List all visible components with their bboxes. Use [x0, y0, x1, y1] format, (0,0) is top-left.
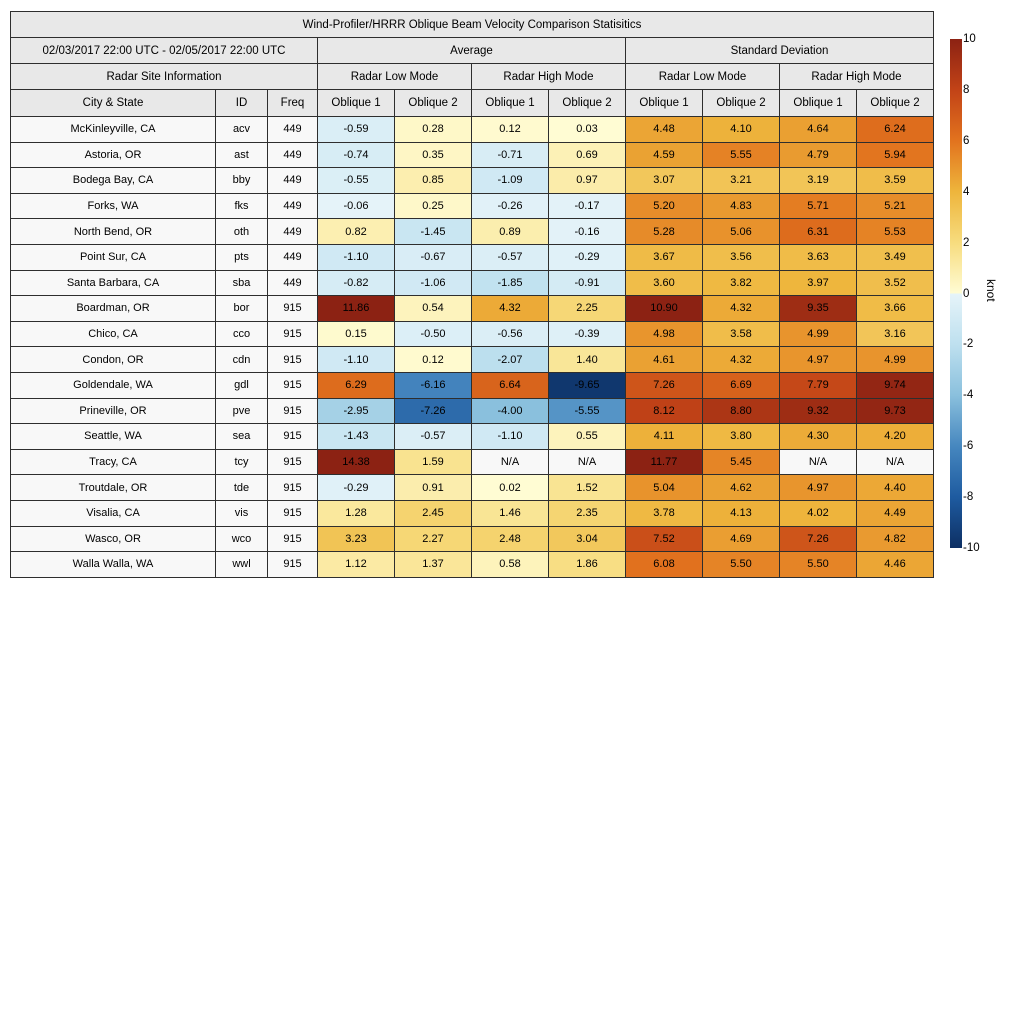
city-cell: Point Sur, CA — [11, 244, 216, 270]
value-cell: 3.80 — [703, 424, 780, 450]
value-cell: 0.25 — [395, 193, 472, 219]
freq-cell: 915 — [268, 347, 318, 373]
site-id-cell: vis — [216, 500, 268, 526]
col-header-std-low-oblique1: Oblique 1 — [626, 90, 703, 117]
value-cell: 2.25 — [549, 296, 626, 322]
value-cell: -0.74 — [318, 142, 395, 168]
table-row — [11, 500, 934, 526]
value-cell: 0.69 — [549, 142, 626, 168]
value-cell: -0.57 — [472, 244, 549, 270]
value-cell: -1.43 — [318, 424, 395, 450]
freq-cell: 449 — [268, 142, 318, 168]
value-cell: 5.06 — [703, 219, 780, 245]
value-cell: 0.12 — [395, 347, 472, 373]
table-body — [11, 117, 934, 578]
colorbar-tick-label: 0 — [963, 287, 970, 300]
value-cell: 4.32 — [472, 296, 549, 322]
value-cell: 5.20 — [626, 193, 703, 219]
table-row — [11, 424, 934, 450]
value-cell: -0.91 — [549, 270, 626, 296]
value-cell: 3.21 — [703, 168, 780, 194]
value-cell: 4.40 — [857, 475, 934, 501]
value-cell: 0.35 — [395, 142, 472, 168]
table-row — [11, 475, 934, 501]
site-id-cell: pve — [216, 398, 268, 424]
freq-cell: 915 — [268, 372, 318, 398]
value-cell: 0.89 — [472, 219, 549, 245]
value-cell: 3.67 — [626, 244, 703, 270]
colorbar-tick-label: 6 — [963, 134, 970, 147]
value-cell: 7.26 — [626, 372, 703, 398]
value-cell: 4.83 — [703, 193, 780, 219]
value-cell: 2.45 — [395, 500, 472, 526]
value-cell: 0.91 — [395, 475, 472, 501]
value-cell: 0.12 — [472, 117, 549, 143]
table-title: Wind-Profiler/HRRR Oblique Beam Velocity Comparison Statisitics — [11, 12, 934, 38]
value-cell: 4.59 — [626, 142, 703, 168]
value-cell: 9.73 — [857, 398, 934, 424]
value-cell: 5.71 — [780, 193, 857, 219]
freq-cell: 915 — [268, 296, 318, 322]
value-cell: 11.86 — [318, 296, 395, 322]
site-id-cell: sba — [216, 270, 268, 296]
site-id-cell: bor — [216, 296, 268, 322]
value-cell: 6.08 — [626, 552, 703, 578]
city-cell: Santa Barbara, CA — [11, 270, 216, 296]
value-cell: -0.06 — [318, 193, 395, 219]
value-cell: 1.46 — [472, 500, 549, 526]
value-cell: 3.19 — [780, 168, 857, 194]
table-row — [11, 142, 934, 168]
table-row — [11, 168, 934, 194]
value-cell: 8.80 — [703, 398, 780, 424]
table-row — [11, 219, 934, 245]
value-cell: 3.82 — [703, 270, 780, 296]
city-cell: Boardman, OR — [11, 296, 216, 322]
std-section-header: Standard Deviation — [626, 38, 934, 64]
avg-high-mode-header: Radar High Mode — [472, 64, 626, 90]
value-cell: -0.59 — [318, 117, 395, 143]
site-id-cell: tde — [216, 475, 268, 501]
value-cell: 2.27 — [395, 526, 472, 552]
value-cell: -1.85 — [472, 270, 549, 296]
table-row — [11, 321, 934, 347]
value-cell: 14.38 — [318, 449, 395, 475]
value-cell: 7.52 — [626, 526, 703, 552]
value-cell: 3.56 — [703, 244, 780, 270]
title-row — [11, 12, 934, 38]
value-cell: 1.12 — [318, 552, 395, 578]
value-cell: -0.50 — [395, 321, 472, 347]
value-cell: 4.62 — [703, 475, 780, 501]
site-id-cell: bby — [216, 168, 268, 194]
col-header-std-high-oblique1: Oblique 1 — [780, 90, 857, 117]
col-header-avg-low-oblique1: Oblique 1 — [318, 90, 395, 117]
col-header-std-high-oblique2: Oblique 2 — [857, 90, 934, 117]
value-cell: 4.11 — [626, 424, 703, 450]
table-row — [11, 398, 934, 424]
value-cell: 3.59 — [857, 168, 934, 194]
value-cell: 4.32 — [703, 347, 780, 373]
value-cell: 4.82 — [857, 526, 934, 552]
value-cell: 4.97 — [780, 475, 857, 501]
table-row — [11, 117, 934, 143]
value-cell: 3.66 — [857, 296, 934, 322]
col-header-avg-low-oblique2: Oblique 2 — [395, 90, 472, 117]
freq-cell: 915 — [268, 475, 318, 501]
value-cell: -1.06 — [395, 270, 472, 296]
average-section-header: Average — [318, 38, 626, 64]
table-row — [11, 244, 934, 270]
freq-cell: 915 — [268, 321, 318, 347]
value-cell: 3.16 — [857, 321, 934, 347]
value-cell: 0.02 — [472, 475, 549, 501]
value-cell: 4.46 — [857, 552, 934, 578]
value-cell: 3.60 — [626, 270, 703, 296]
value-cell: 2.48 — [472, 526, 549, 552]
city-cell: Seattle, WA — [11, 424, 216, 450]
value-cell: 4.61 — [626, 347, 703, 373]
value-cell: 4.99 — [857, 347, 934, 373]
value-cell: 1.52 — [549, 475, 626, 501]
value-cell: -1.10 — [318, 347, 395, 373]
value-cell: 4.48 — [626, 117, 703, 143]
table-row — [11, 372, 934, 398]
table-row — [11, 296, 934, 322]
value-cell: 1.28 — [318, 500, 395, 526]
colorbar-tick-label: 4 — [963, 185, 970, 198]
site-id-cell: pts — [216, 244, 268, 270]
value-cell: 2.35 — [549, 500, 626, 526]
value-cell: -0.17 — [549, 193, 626, 219]
value-cell: -0.56 — [472, 321, 549, 347]
value-cell: 6.29 — [318, 372, 395, 398]
table-row — [11, 552, 934, 578]
value-cell: 11.77 — [626, 449, 703, 475]
colorbar-tick-label: 10 — [963, 33, 976, 45]
site-id-cell: wwl — [216, 552, 268, 578]
value-cell: 1.40 — [549, 347, 626, 373]
value-cell: 4.64 — [780, 117, 857, 143]
value-cell: -6.16 — [395, 372, 472, 398]
value-cell: 4.32 — [703, 296, 780, 322]
site-id-cell: ast — [216, 142, 268, 168]
value-cell: 4.79 — [780, 142, 857, 168]
colorbar-tick-label: -6 — [963, 440, 974, 453]
value-cell: 1.59 — [395, 449, 472, 475]
freq-cell: 449 — [268, 270, 318, 296]
value-cell: 3.78 — [626, 500, 703, 526]
value-cell: 7.26 — [780, 526, 857, 552]
value-cell: 9.74 — [857, 372, 934, 398]
colorbar-tick-label: 8 — [963, 83, 970, 96]
value-cell: 0.28 — [395, 117, 472, 143]
value-cell: 0.15 — [318, 321, 395, 347]
value-cell: 5.53 — [857, 219, 934, 245]
city-cell: North Bend, OR — [11, 219, 216, 245]
site-id-cell: fks — [216, 193, 268, 219]
col-header-city: City & State — [11, 90, 216, 117]
value-cell: 3.63 — [780, 244, 857, 270]
value-cell: -4.00 — [472, 398, 549, 424]
value-cell: 3.58 — [703, 321, 780, 347]
value-cell: -1.09 — [472, 168, 549, 194]
value-cell: 0.58 — [472, 552, 549, 578]
value-cell: 6.31 — [780, 219, 857, 245]
site-id-cell: acv — [216, 117, 268, 143]
value-cell: 1.86 — [549, 552, 626, 578]
city-cell: Bodega Bay, CA — [11, 168, 216, 194]
value-cell: -0.39 — [549, 321, 626, 347]
value-cell: 5.50 — [780, 552, 857, 578]
freq-cell: 915 — [268, 500, 318, 526]
value-cell: -0.67 — [395, 244, 472, 270]
mode-header-row — [11, 64, 934, 90]
freq-cell: 449 — [268, 168, 318, 194]
city-cell: Troutdale, OR — [11, 475, 216, 501]
column-header-row — [11, 90, 934, 117]
table-row — [11, 193, 934, 219]
value-cell: 0.97 — [549, 168, 626, 194]
value-cell: -2.07 — [472, 347, 549, 373]
value-cell: 9.35 — [780, 296, 857, 322]
city-cell: Wasco, OR — [11, 526, 216, 552]
value-cell: -0.16 — [549, 219, 626, 245]
table-row — [11, 270, 934, 296]
table-row — [11, 347, 934, 373]
value-cell: 0.54 — [395, 296, 472, 322]
value-cell: N/A — [472, 449, 549, 475]
freq-cell: 915 — [268, 552, 318, 578]
freq-cell: 915 — [268, 424, 318, 450]
value-cell: 10.90 — [626, 296, 703, 322]
value-cell: 4.10 — [703, 117, 780, 143]
value-cell: 4.20 — [857, 424, 934, 450]
value-cell: 3.04 — [549, 526, 626, 552]
colorbar-tick-label: -2 — [963, 338, 974, 351]
value-cell: 3.49 — [857, 244, 934, 270]
site-id-cell: wco — [216, 526, 268, 552]
comparison-table — [10, 11, 934, 578]
city-cell: Tracy, CA — [11, 449, 216, 475]
value-cell: 6.24 — [857, 117, 934, 143]
value-cell: 0.85 — [395, 168, 472, 194]
value-cell: 9.32 — [780, 398, 857, 424]
date-range-label: 02/03/2017 22:00 UTC - 02/05/2017 22:00 UTC — [11, 38, 318, 64]
value-cell: -9.65 — [549, 372, 626, 398]
value-cell: 5.45 — [703, 449, 780, 475]
value-cell: 3.07 — [626, 168, 703, 194]
colorbar-tick-label: -8 — [963, 491, 974, 504]
site-id-cell: cdn — [216, 347, 268, 373]
value-cell: 0.82 — [318, 219, 395, 245]
freq-cell: 915 — [268, 449, 318, 475]
value-cell: 3.52 — [857, 270, 934, 296]
value-cell: 4.13 — [703, 500, 780, 526]
value-cell: 0.03 — [549, 117, 626, 143]
city-cell: Astoria, OR — [11, 142, 216, 168]
site-id-cell: gdl — [216, 372, 268, 398]
value-cell: -0.26 — [472, 193, 549, 219]
value-cell: 3.97 — [780, 270, 857, 296]
city-cell: Condon, OR — [11, 347, 216, 373]
value-cell: 1.37 — [395, 552, 472, 578]
value-cell: 4.69 — [703, 526, 780, 552]
value-cell: -5.55 — [549, 398, 626, 424]
value-cell: -0.57 — [395, 424, 472, 450]
freq-cell: 915 — [268, 398, 318, 424]
city-cell: Walla Walla, WA — [11, 552, 216, 578]
value-cell: 7.79 — [780, 372, 857, 398]
site-id-cell: cco — [216, 321, 268, 347]
value-cell: 4.49 — [857, 500, 934, 526]
city-cell: Forks, WA — [11, 193, 216, 219]
value-cell: N/A — [549, 449, 626, 475]
freq-cell: 449 — [268, 193, 318, 219]
value-cell: -0.29 — [318, 475, 395, 501]
value-cell: -0.55 — [318, 168, 395, 194]
value-cell: -1.45 — [395, 219, 472, 245]
city-cell: Chico, CA — [11, 321, 216, 347]
value-cell: 5.21 — [857, 193, 934, 219]
value-cell: -1.10 — [472, 424, 549, 450]
col-header-avg-high-oblique1: Oblique 1 — [472, 90, 549, 117]
city-cell: Prineville, OR — [11, 398, 216, 424]
col-header-std-low-oblique2: Oblique 2 — [703, 90, 780, 117]
avg-low-mode-header: Radar Low Mode — [318, 64, 472, 90]
value-cell: 5.94 — [857, 142, 934, 168]
site-id-cell: sea — [216, 424, 268, 450]
value-cell: N/A — [780, 449, 857, 475]
value-cell: 0.55 — [549, 424, 626, 450]
value-cell: 3.23 — [318, 526, 395, 552]
col-header-freq: Freq — [268, 90, 318, 117]
value-cell: 4.98 — [626, 321, 703, 347]
colorbar-tick-label: -4 — [963, 389, 974, 402]
value-cell: 6.64 — [472, 372, 549, 398]
value-cell: 4.02 — [780, 500, 857, 526]
value-cell: -0.82 — [318, 270, 395, 296]
freq-cell: 449 — [268, 219, 318, 245]
table-row — [11, 526, 934, 552]
value-cell: 8.12 — [626, 398, 703, 424]
value-cell: 5.50 — [703, 552, 780, 578]
table-row — [11, 449, 934, 475]
colorbar-unit-label: knot — [984, 279, 998, 302]
colorbar-tick-label: -10 — [963, 542, 980, 554]
value-cell: 5.55 — [703, 142, 780, 168]
value-cell: -0.71 — [472, 142, 549, 168]
std-high-mode-header: Radar High Mode — [780, 64, 934, 90]
city-cell: McKinleyville, CA — [11, 117, 216, 143]
value-cell: -0.29 — [549, 244, 626, 270]
value-cell: N/A — [857, 449, 934, 475]
site-info-header: Radar Site Information — [11, 64, 318, 90]
value-cell: 4.97 — [780, 347, 857, 373]
col-header-id: ID — [216, 90, 268, 117]
freq-cell: 449 — [268, 117, 318, 143]
colorbar-gradient — [950, 39, 962, 548]
site-id-cell: tcy — [216, 449, 268, 475]
std-low-mode-header: Radar Low Mode — [626, 64, 780, 90]
value-cell: -1.10 — [318, 244, 395, 270]
colorbar-tick-label: 2 — [963, 236, 970, 249]
value-cell: 5.04 — [626, 475, 703, 501]
value-cell: -2.95 — [318, 398, 395, 424]
freq-cell: 449 — [268, 244, 318, 270]
site-id-cell: oth — [216, 219, 268, 245]
value-cell: 6.69 — [703, 372, 780, 398]
city-cell: Goldendale, WA — [11, 372, 216, 398]
value-cell: -7.26 — [395, 398, 472, 424]
section-header-row — [11, 38, 934, 64]
value-cell: 5.28 — [626, 219, 703, 245]
value-cell: 4.30 — [780, 424, 857, 450]
value-cell: 4.99 — [780, 321, 857, 347]
city-cell: Visalia, CA — [11, 500, 216, 526]
col-header-avg-high-oblique2: Oblique 2 — [549, 90, 626, 117]
freq-cell: 915 — [268, 526, 318, 552]
